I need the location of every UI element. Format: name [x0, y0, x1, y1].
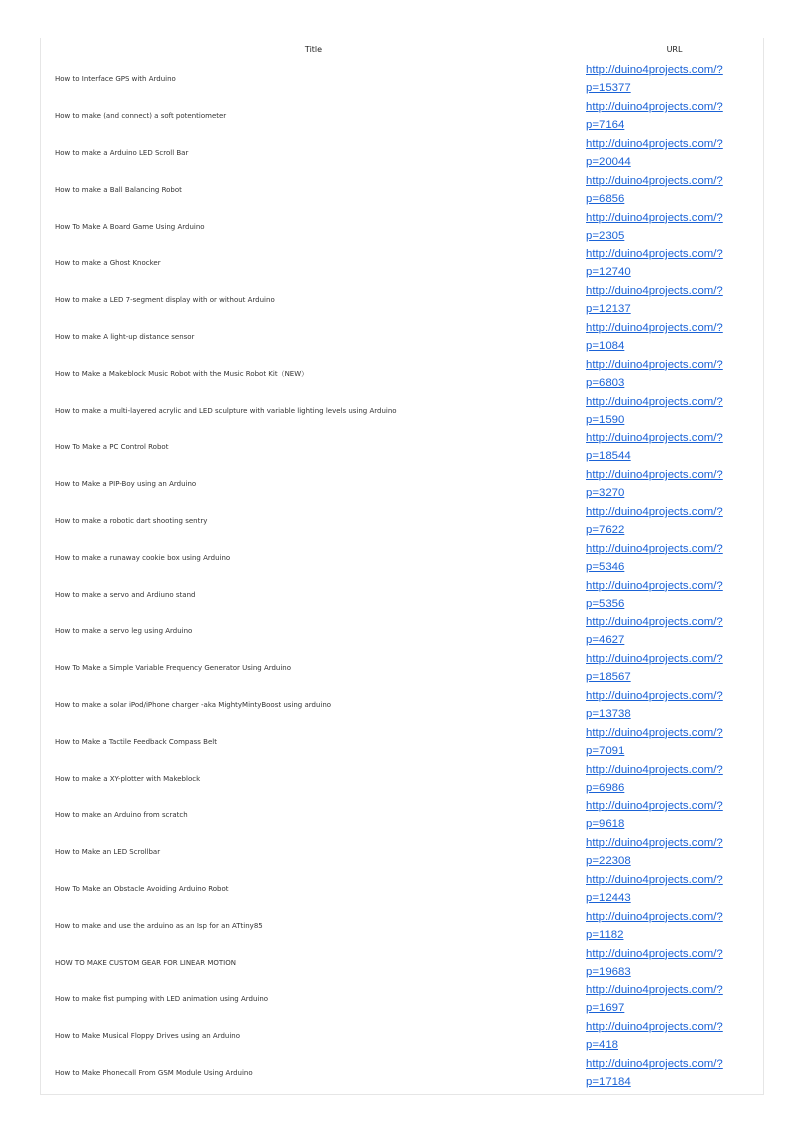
table-row	[41, 355, 763, 392]
url-line-1: http://duino4projects.com/?	[586, 873, 723, 886]
project-url-link[interactable]	[586, 687, 726, 723]
url-line-1: http://duino4projects.com/?	[586, 984, 723, 997]
project-url-cell	[586, 944, 763, 981]
project-url-cell	[586, 355, 763, 392]
project-title: How To Make A Board Game Using Arduino	[55, 222, 205, 231]
url-line-1: http://duino4projects.com/?	[586, 579, 723, 592]
project-title: How to make an Arduino from scratch	[55, 811, 188, 820]
project-title: How to Make Musical Floppy Drives using an Arduino	[55, 1032, 241, 1041]
url-line-2: p=1182	[586, 928, 624, 941]
url-line-1: http://duino4projects.com/?	[586, 763, 723, 776]
url-line-2: p=12740	[586, 266, 631, 279]
project-title: How to make a multi-layered acrylic and LED sculpture with variable lighting levels using Arduino	[55, 406, 397, 415]
table-row	[41, 797, 763, 834]
url-line-1: http://duino4projects.com/?	[586, 285, 723, 298]
project-title: How To Make a PC Control Robot	[55, 443, 169, 452]
url-line-1: http://duino4projects.com/?	[586, 321, 723, 334]
url-line-1: http://duino4projects.com/?	[586, 137, 723, 150]
project-url-cell	[586, 282, 763, 319]
url-line-1: http://duino4projects.com/?	[586, 616, 723, 629]
project-title: How to Interface GPS with Arduino	[55, 75, 176, 84]
url-line-1: http://duino4projects.com/?	[586, 469, 723, 482]
table-row	[41, 687, 763, 724]
url-line-1: http://duino4projects.com/?	[586, 653, 723, 666]
project-url-link[interactable]	[586, 540, 726, 576]
url-line-1: http://duino4projects.com/?	[586, 358, 723, 371]
projects-table	[41, 38, 763, 1091]
table-row	[41, 834, 763, 871]
url-line-2: p=5356	[586, 597, 625, 610]
project-url-link[interactable]	[586, 98, 726, 134]
project-url-link[interactable]	[586, 981, 726, 1017]
project-url-cell	[586, 503, 763, 540]
table-row	[41, 392, 763, 429]
project-title: How to make a Arduino LED Scroll Bar	[55, 148, 189, 157]
table-row	[41, 944, 763, 981]
table-row	[41, 282, 763, 319]
table-row	[41, 613, 763, 650]
url-line-2: p=19683	[586, 965, 631, 978]
url-line-2: p=12443	[586, 891, 631, 904]
table-row	[41, 650, 763, 687]
url-line-2: p=15377	[586, 82, 631, 95]
table-row	[41, 576, 763, 613]
project-title: How to Make an LED Scrollbar	[55, 848, 161, 857]
project-url-link[interactable]	[586, 945, 726, 981]
project-title: How to make fist pumping with LED animation using Arduino	[55, 995, 269, 1004]
project-url-link[interactable]	[586, 466, 726, 502]
project-title: How to make a XY-plotter with Makeblock	[55, 774, 201, 783]
project-title: How to make a LED 7-segment display with or without Arduino	[55, 296, 275, 305]
table-row	[41, 466, 763, 503]
url-line-2: p=418	[586, 1039, 618, 1052]
project-title: How to Make a Makeblock Music Robot with the Music Robot Kit（NEW）	[55, 369, 309, 378]
url-line-2: p=13738	[586, 707, 631, 720]
project-url-cell	[586, 1018, 763, 1055]
project-url-cell	[586, 429, 763, 466]
project-title: How To Make an Obstacle Avoiding Arduino Robot	[55, 884, 229, 893]
table-row	[41, 98, 763, 135]
url-line-1: http://duino4projects.com/?	[586, 689, 723, 702]
project-url-link[interactable]	[586, 319, 726, 355]
project-url-cell	[586, 1055, 763, 1092]
project-url-link[interactable]	[586, 1018, 726, 1054]
table-row	[41, 1055, 763, 1092]
table-row	[41, 171, 763, 208]
url-line-2: p=7091	[586, 744, 625, 757]
url-line-1: http://duino4projects.com/?	[586, 395, 723, 408]
url-line-2: p=20044	[586, 155, 631, 168]
url-line-1: http://duino4projects.com/?	[586, 248, 723, 261]
url-line-2: p=7622	[586, 523, 625, 536]
project-title: How to make a solar iPod/iPhone charger -aka MightyMintyBoost using arduino	[55, 700, 332, 709]
project-title: How to make a Ghost Knocker	[55, 259, 161, 268]
project-url-link[interactable]	[586, 834, 726, 870]
url-line-1: http://duino4projects.com/?	[586, 837, 723, 850]
table-row	[41, 61, 763, 98]
project-url-cell	[586, 650, 763, 687]
url-line-1: http://duino4projects.com/?	[586, 800, 723, 813]
url-line-2: p=1590	[586, 413, 625, 426]
url-line-2: p=1697	[586, 1002, 625, 1015]
project-url-cell	[586, 539, 763, 576]
project-title: How To Make a Simple Variable Frequency Generator Using Arduino	[55, 664, 292, 673]
project-url-cell	[586, 392, 763, 429]
url-line-2: p=2305	[586, 229, 625, 242]
project-title: HOW TO MAKE CUSTOM GEAR FOR LINEAR MOTION	[55, 958, 236, 967]
url-line-2: p=1084	[586, 339, 625, 352]
project-url-link[interactable]	[586, 356, 726, 392]
project-url-cell	[586, 135, 763, 172]
project-url-link[interactable]	[586, 650, 726, 686]
url-line-1: http://duino4projects.com/?	[586, 1057, 723, 1070]
url-line-1: http://duino4projects.com/?	[586, 64, 723, 77]
url-line-2: p=17184	[586, 1075, 631, 1088]
url-line-2: p=6856	[586, 192, 625, 205]
url-line-1: http://duino4projects.com/?	[586, 542, 723, 555]
table-row	[41, 503, 763, 540]
project-title: How to make a runaway cookie box using Arduino	[55, 553, 231, 562]
url-line-2: p=7164	[586, 119, 625, 132]
project-url-link[interactable]	[586, 209, 726, 245]
document-page	[40, 38, 764, 1095]
url-line-2: p=3270	[586, 487, 625, 500]
project-url-cell	[586, 576, 763, 613]
table-row	[41, 907, 763, 944]
project-url-link[interactable]	[586, 908, 726, 944]
project-url-cell	[586, 171, 763, 208]
project-url-link[interactable]	[586, 503, 726, 539]
project-url-cell	[586, 319, 763, 356]
url-line-2: p=18544	[586, 450, 631, 463]
project-url-cell	[586, 208, 763, 245]
url-column-header: URL	[666, 45, 683, 54]
project-url-link[interactable]	[586, 724, 726, 760]
project-url-link[interactable]	[586, 245, 726, 281]
project-title: How to make a robotic dart shooting sentry	[55, 516, 208, 525]
url-line-1: http://duino4projects.com/?	[586, 947, 723, 960]
project-url-link[interactable]	[586, 135, 726, 171]
table-row	[41, 245, 763, 282]
project-title: How to Make a Tactile Feedback Compass Belt	[55, 737, 217, 746]
project-url-link[interactable]	[586, 871, 726, 907]
table-row	[41, 429, 763, 466]
url-line-1: http://duino4projects.com/?	[586, 211, 723, 224]
project-url-link[interactable]	[586, 61, 726, 97]
project-url-cell	[586, 61, 763, 98]
table-row	[41, 539, 763, 576]
project-url-cell	[586, 98, 763, 135]
project-title: How to Make Phonecall From GSM Module Using Arduino	[55, 1068, 253, 1077]
url-line-1: http://duino4projects.com/?	[586, 174, 723, 187]
url-line-1: http://duino4projects.com/?	[586, 726, 723, 739]
project-url-cell	[586, 797, 763, 834]
project-title: How to make a Ball Balancing Robot	[55, 185, 182, 194]
table-row	[41, 208, 763, 245]
project-title: How to make A light-up distance sensor	[55, 332, 195, 341]
url-line-2: p=12137	[586, 303, 631, 316]
title-column-header: Title	[304, 45, 323, 54]
project-url-link[interactable]	[586, 393, 726, 429]
project-url-cell	[586, 613, 763, 650]
table-row	[41, 319, 763, 356]
project-url-cell	[586, 723, 763, 760]
url-line-2: p=6986	[586, 781, 625, 794]
url-line-1: http://duino4projects.com/?	[586, 432, 723, 445]
table-row	[41, 760, 763, 797]
project-url-cell	[586, 981, 763, 1018]
project-url-link[interactable]	[586, 1055, 726, 1091]
project-title: How to make and use the arduino as an Isp for an ATtiny85	[55, 921, 263, 930]
header-row	[41, 38, 763, 61]
project-url-cell	[586, 687, 763, 724]
project-url-cell	[586, 245, 763, 282]
project-title: How to make a servo and Ardiuno stand	[55, 590, 196, 599]
table-row	[41, 135, 763, 172]
project-url-link[interactable]	[586, 172, 726, 208]
url-line-2: p=4627	[586, 634, 625, 647]
table-body	[41, 61, 763, 1091]
project-url-cell	[586, 907, 763, 944]
url-line-2: p=6803	[586, 376, 625, 389]
project-url-cell	[586, 466, 763, 503]
project-url-link[interactable]	[586, 761, 726, 797]
project-url-link[interactable]	[586, 577, 726, 613]
project-url-link[interactable]	[586, 613, 726, 649]
project-url-cell	[586, 871, 763, 908]
project-title: How to Make a PIP-Boy using an Arduino	[55, 480, 197, 489]
table-row	[41, 723, 763, 760]
url-line-1: http://duino4projects.com/?	[586, 910, 723, 923]
project-url-link[interactable]	[586, 797, 726, 833]
project-url-cell	[586, 760, 763, 797]
table-row	[41, 981, 763, 1018]
project-title: How to make (and connect) a soft potentiometer	[55, 112, 227, 121]
project-url-link[interactable]	[586, 429, 726, 465]
url-line-2: p=5346	[586, 560, 625, 573]
table-row	[41, 1018, 763, 1055]
table-row	[41, 871, 763, 908]
project-url-link[interactable]	[586, 282, 726, 318]
url-line-1: http://duino4projects.com/?	[586, 101, 723, 114]
url-line-1: http://duino4projects.com/?	[586, 1021, 723, 1034]
project-title: How to make a servo leg using Arduino	[55, 627, 193, 636]
url-line-2: p=18567	[586, 671, 631, 684]
url-line-2: p=22308	[586, 855, 631, 868]
url-line-2: p=9618	[586, 818, 625, 831]
url-line-1: http://duino4projects.com/?	[586, 505, 723, 518]
project-url-cell	[586, 834, 763, 871]
